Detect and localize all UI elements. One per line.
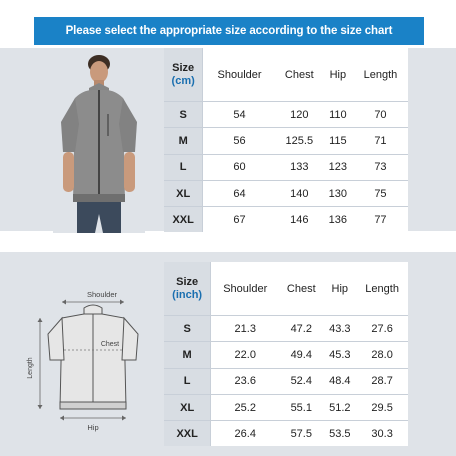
- size-header: [164, 262, 211, 316]
- chest-cell: 52.4: [279, 368, 323, 394]
- length-label: Length: [27, 357, 34, 379]
- chest-cell: 47.2: [279, 316, 323, 342]
- chest-cell: 140: [276, 180, 323, 206]
- chest-cell: 125.5: [276, 128, 323, 154]
- size-cell: L: [164, 368, 211, 394]
- length-cell: 30.3: [371, 427, 393, 440]
- size-label: Size: [176, 275, 199, 288]
- hip-cell: 110: [323, 102, 353, 128]
- table-row: [164, 154, 408, 180]
- size-cell: S: [164, 316, 211, 342]
- banner: [0, 0, 456, 48]
- table-row: [164, 394, 408, 420]
- shoulder-cell: 26.4: [234, 427, 256, 440]
- shoulder-cell: 21.3: [211, 316, 279, 342]
- chest-cell: 55.1: [279, 394, 323, 420]
- header-shoulder: Shoulder: [203, 48, 276, 102]
- banner-title: Please select the appropriate size according to the size chart: [34, 17, 424, 45]
- length-cell: 77: [374, 213, 387, 226]
- header-chest: Chest: [276, 48, 323, 102]
- length-cell: 27.6: [356, 316, 408, 342]
- length-cell: 28.7: [356, 368, 408, 394]
- shoulder-cell: 23.6: [211, 368, 279, 394]
- table-row: [164, 368, 408, 394]
- shoulder-cell: 25.2: [211, 394, 279, 420]
- table-row: [164, 316, 408, 342]
- length-cell: 73: [353, 154, 408, 180]
- chest-cell: 49.4: [279, 342, 323, 368]
- size-cell: XXL: [164, 421, 211, 446]
- table-row: [164, 207, 408, 232]
- hip-cell: 45.3: [323, 342, 356, 368]
- shoulder-cell: 64: [203, 180, 276, 206]
- shoulder-cell: 67: [233, 213, 246, 226]
- unit-label: (inch): [172, 288, 203, 301]
- unit-label: (cm): [171, 74, 195, 87]
- table-row: [164, 421, 408, 446]
- header-chest: Chest: [279, 262, 323, 316]
- size-cell: M: [164, 342, 211, 368]
- chest-cell: 57.5: [290, 427, 312, 440]
- shoulder-cell: 60: [203, 154, 276, 180]
- shoulder-cell: 54: [203, 102, 276, 128]
- hip-cell: 48.4: [323, 368, 356, 394]
- size-cell: XL: [164, 394, 211, 420]
- header-length: Length: [353, 48, 408, 102]
- size-cell: XL: [164, 180, 203, 206]
- jacket-diagram: [20, 288, 165, 438]
- shoulder-cell: 22.0: [211, 342, 279, 368]
- size-cell: XXL: [164, 207, 203, 232]
- size-label: Size: [172, 61, 195, 74]
- size-cell: S: [164, 102, 203, 128]
- size-table-inch: [164, 262, 408, 446]
- header-length: Length: [356, 262, 408, 316]
- hip-cell: 115: [323, 128, 353, 154]
- shoulder-label: Shoulder: [86, 290, 118, 299]
- size-cell: M: [164, 128, 203, 154]
- chest-cell: 146: [290, 213, 309, 226]
- size-header: [164, 48, 203, 102]
- hip-label: Hip: [87, 423, 99, 432]
- hip-cell: 136: [328, 213, 348, 226]
- hip-cell: 43.3: [323, 316, 356, 342]
- hip-cell: 130: [323, 180, 353, 206]
- hip-cell: 51.2: [323, 394, 356, 420]
- shoulder-cell: 56: [203, 128, 276, 154]
- hip-cell: 53.5: [329, 427, 351, 440]
- chest-label: Chest: [100, 341, 120, 348]
- header-hip: Hip: [323, 48, 353, 102]
- table-row: [164, 180, 408, 206]
- header-shoulder: Shoulder: [211, 262, 279, 316]
- length-cell: 70: [353, 102, 408, 128]
- header-hip: Hip: [323, 262, 356, 316]
- table-header-row: [164, 48, 408, 102]
- table-row: [164, 128, 408, 154]
- length-cell: 71: [353, 128, 408, 154]
- size-table-cm: [164, 48, 408, 232]
- table-row: [164, 102, 408, 128]
- table-header-row: [164, 262, 408, 316]
- size-cell: L: [164, 154, 203, 180]
- table-row: [164, 342, 408, 368]
- hip-cell: 123: [323, 154, 353, 180]
- length-cell: 28.0: [356, 342, 408, 368]
- chest-cell: 120: [276, 102, 323, 128]
- length-cell: 29.5: [356, 394, 408, 420]
- model-photo: [53, 52, 145, 233]
- length-cell: 75: [353, 180, 408, 206]
- chest-cell: 133: [276, 154, 323, 180]
